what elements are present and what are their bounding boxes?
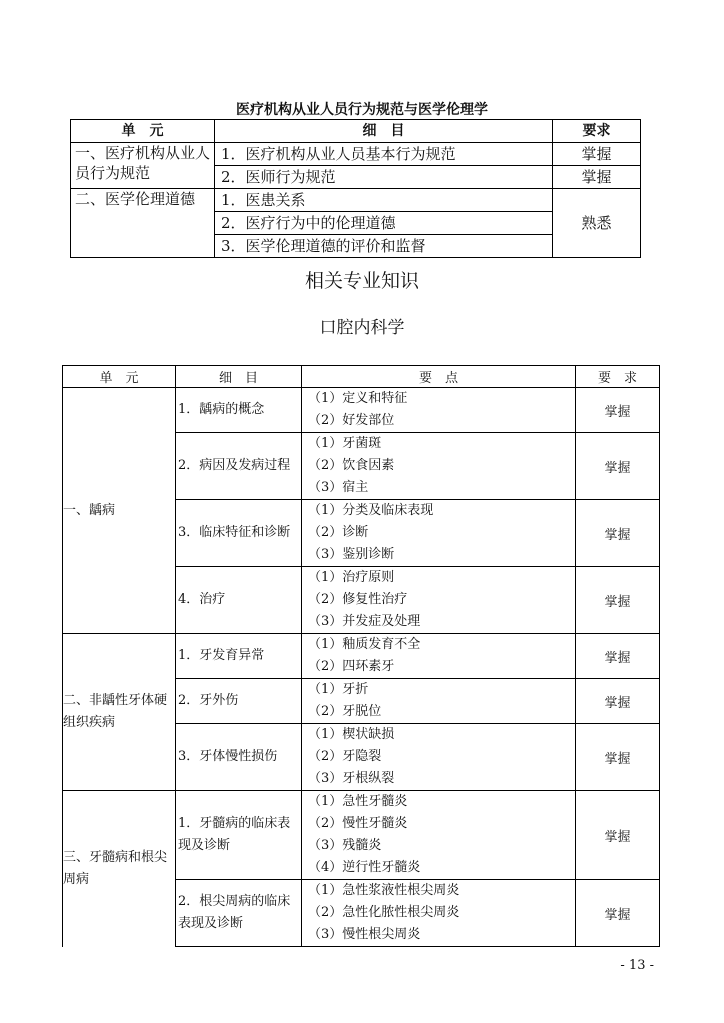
point-item: （3）慢性根尖周炎 xyxy=(308,927,421,942)
point-item: （2）修复性治疗 xyxy=(308,592,408,607)
point-item: （1）楔状缺损 xyxy=(308,727,395,742)
detail-cell: 1．牙髓病的临床表现及诊断 xyxy=(176,791,302,880)
point-item: （3）鉴别诊断 xyxy=(308,547,395,562)
detail-cell: 1．牙发育异常 xyxy=(176,634,302,679)
point-item: （2）饮食因素 xyxy=(308,458,395,473)
header-detail: 细 目 xyxy=(215,120,553,143)
requirement-cell: 熟悉 xyxy=(553,189,641,258)
points-cell xyxy=(302,388,576,433)
point-item: （1）牙折 xyxy=(308,682,369,697)
requirement-cell: 掌握 xyxy=(576,724,660,791)
point-item: （2）慢性牙髓炎 xyxy=(308,816,408,831)
requirement-cell: 掌握 xyxy=(576,388,660,433)
table-row xyxy=(63,634,660,679)
point-item: （1）定义和特征 xyxy=(308,391,408,406)
points-cell xyxy=(302,679,576,724)
page-number: - 13 - xyxy=(620,958,654,973)
points-cell xyxy=(302,880,576,947)
point-item: （3）宿主 xyxy=(308,480,369,495)
unit-cell: 二、医学伦理道德 xyxy=(71,189,215,258)
point-item: （1）分类及临床表现 xyxy=(308,503,434,518)
points-cell xyxy=(302,433,576,500)
detail-cell: 4．治疗 xyxy=(176,567,302,634)
point-item: （1）急性牙髓炎 xyxy=(308,794,408,809)
table-row xyxy=(63,791,660,880)
unit-cell: 二、非龋性牙体硬组织疾病 xyxy=(63,634,176,791)
table1-title: 医疗机构从业人员行为规范与医学伦理学 xyxy=(236,102,488,118)
point-item: （2）牙脱位 xyxy=(308,704,382,719)
point-item: （2）牙隐裂 xyxy=(308,749,382,764)
oral-medicine-table xyxy=(62,365,660,947)
point-item: （1）牙菌斑 xyxy=(308,436,382,451)
table-body xyxy=(63,388,660,947)
point-item: （4）逆行性牙髓炎 xyxy=(308,860,421,875)
table-row xyxy=(63,388,660,433)
requirement-cell: 掌握 xyxy=(553,166,641,189)
requirement-cell: 掌握 xyxy=(576,880,660,947)
detail-cell: 2．病因及发病过程 xyxy=(176,433,302,500)
detail-cell: 1．龋病的概念 xyxy=(176,388,302,433)
point-item: （2）四环素牙 xyxy=(308,659,395,674)
table-header-row xyxy=(63,366,660,388)
point-item: （3）残髓炎 xyxy=(308,838,382,853)
detail-cell: 2．根尖周病的临床表现及诊断 xyxy=(176,880,302,947)
point-item: （2）诊断 xyxy=(308,525,369,540)
detail-cell: 3．临床特征和诊断 xyxy=(176,500,302,567)
points-cell xyxy=(302,724,576,791)
detail-cell: 2．牙外伤 xyxy=(176,679,302,724)
section-title: 相关专业知识 xyxy=(304,270,419,292)
detail-cell: 1．医患关系 xyxy=(215,189,553,212)
point-item: （3）牙根纵裂 xyxy=(308,771,395,786)
requirement-cell: 掌握 xyxy=(576,791,660,880)
points-cell xyxy=(302,791,576,880)
detail-cell: 3．牙体慢性损伤 xyxy=(176,724,302,791)
conduct-ethics-table xyxy=(70,119,641,258)
unit-cell: 一、医疗机构从业人员行为规范 xyxy=(71,143,215,189)
header-unit: 单 元 xyxy=(63,366,176,388)
requirement-cell: 掌握 xyxy=(576,567,660,634)
point-item: （1）治疗原则 xyxy=(308,570,395,585)
points-cell xyxy=(302,567,576,634)
header-unit: 单 元 xyxy=(71,120,215,143)
point-item: （1）急性浆液性根尖周炎 xyxy=(308,883,460,898)
detail-cell: 2．医师行为规范 xyxy=(215,166,553,189)
header-requirement: 要 求 xyxy=(576,366,660,388)
unit-cell: 一、龋病 xyxy=(63,388,176,634)
table-row xyxy=(71,189,641,212)
points-cell xyxy=(302,500,576,567)
unit-cell: 三、牙髓病和根尖周病 xyxy=(63,791,176,947)
requirement-cell: 掌握 xyxy=(576,679,660,724)
detail-cell: 1．医疗机构从业人员基本行为规范 xyxy=(215,143,553,166)
header-requirement: 要求 xyxy=(553,120,641,143)
table-header-row xyxy=(71,120,641,143)
point-item: （2）好发部位 xyxy=(308,413,395,428)
header-points: 要 点 xyxy=(302,366,576,388)
course-title: 口腔内科学 xyxy=(319,318,405,338)
point-item: （2）急性化脓性根尖周炎 xyxy=(308,905,460,920)
requirement-cell: 掌握 xyxy=(576,634,660,679)
requirement-cell: 掌握 xyxy=(553,143,641,166)
header-detail: 细 目 xyxy=(176,366,302,388)
detail-cell: 3．医学伦理道德的评价和监督 xyxy=(215,235,553,258)
requirement-cell: 掌握 xyxy=(576,500,660,567)
point-item: （3）并发症及处理 xyxy=(308,614,421,629)
table-row xyxy=(71,143,641,166)
points-cell xyxy=(302,634,576,679)
requirement-cell: 掌握 xyxy=(576,433,660,500)
point-item: （1）釉质发育不全 xyxy=(308,637,421,652)
detail-cell: 2．医疗行为中的伦理道德 xyxy=(215,212,553,235)
